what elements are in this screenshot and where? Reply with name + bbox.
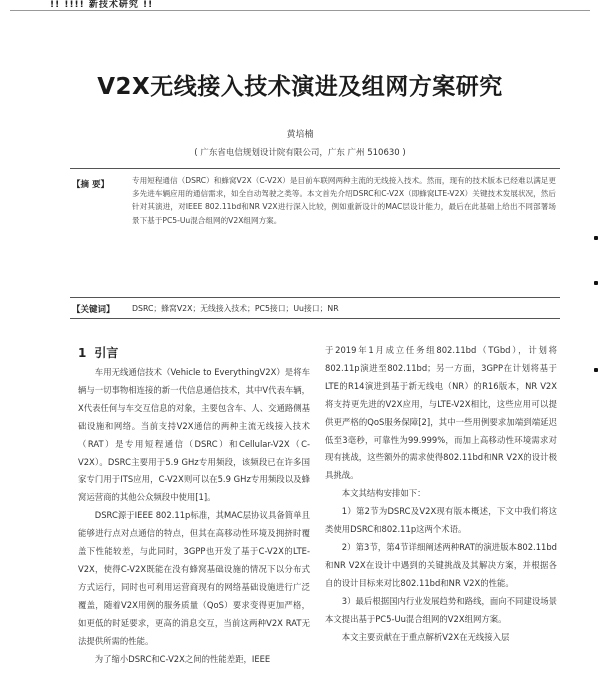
header-tag: !! !!!! 新技术研究 !!: [50, 0, 154, 10]
paragraph: DSRC源于IEEE 802.11p标准，其MAC层协议具备简单且能够进行点对点通信的特点，但其在高移动性环境及拥挤时覆盖下性能较差，与此同时，3GPP也开发了基于C-V2X的LTE-V2X，使得C-V2X既能在没有蜂窝基础设施的情况下以分布式方式运行，同时也可利用运营商现有的网络基础设施进行广泛覆盖，随着V2X用例的服务质量（QoS）要求变得更加严格，如更低的时延要求，更高的消息交互，当前这两种V2X RAT无法提供所需的性能。: [78, 510, 310, 646]
abstract-top-rule: [70, 168, 560, 169]
list-item: 3）最后根据国内行业发展趋势和路线，面向不同建设场景本文提出基于PC5-Uu混合组网的V2X组网方案。: [325, 595, 557, 624]
header-rule: [10, 10, 590, 11]
right-column: [325, 342, 557, 646]
abstract-bottom-rule: [70, 318, 560, 319]
paragraph: 本文主要贡献在于重点解析V2X在无线接入层: [341, 631, 510, 642]
section-number: 1: [78, 346, 87, 360]
abstract-divider: [70, 297, 560, 298]
abstract-text: 专用短程通信（DSRC）和蜂窝V2X（C-V2X）是目前车联网两种主流的无线接入技术。然而，现有的技术版本已经难以满足更多先进车辆应用的通信需求，如全自动驾驶之类等。本文首先介绍DSRC和C-V2X（即蜂窝LTE-V2X）关键技术发展状况，然后针对其演进，对IEEE 802.11bd和NR V2X进行深入比较，例如重新设计的MAC层设计能力，最后在此基础上给出不同部署场景下基于PC5-Uu混合组网的V2X组网方案。: [132, 176, 556, 225]
author: 黄培楠: [286, 130, 314, 140]
keywords-label: 【关键词】: [72, 305, 115, 315]
keywords-text: DSRC；蜂窝V2X；无线接入技术；PC5接口；Uu接口；NR: [132, 304, 339, 313]
paper-title: V2X无线接入技术演进及组网方案研究: [97, 74, 503, 100]
edge-mark: [594, 281, 598, 285]
paragraph: 于2019年1月成立任务组802.11bd（TGbd），计划将802.11p演进至802.11bd；另一方面，3GPP在计划将基于LTE的R14演进到基于新无线电（NR）的R16版本，NR V2X将支持更先进的V2X应用，与LTE-V2X相比，这些应用可以提供更严格的QoS服务保障[2]，其中一些用例要求加端到端延迟低至3毫秒，可靠性为99.999%，而加上高移动性环境需求对现有挑战，这些额外的需求使得802.11bd和NR V2X的设计极具挑战。: [325, 345, 557, 481]
list-item: 1）第2节为DSRC及V2X现有版本概述，下文中我们将这类使用DSRC和802.11p这两个术语。: [325, 506, 557, 535]
paragraph: 车用无线通信技术（Vehicle to EverythingV2X）是将车辆与一切事物相连接的新一代信息通信技术，其中V代表车辆，X代表任何与车交互信息的对象，主要包含车、人、交通路侧基础设施和网络。当前支持V2X通信的两种主流无线接入技术（RAT）是专用短程通信（DSRC）和Cellular-V2X（C-V2X）。DSRC主要用于5.9 GHz专用频段，该频段已在许多国家专门用于ITS应用，C-V2X则可以在5.9 GHz专用频段以及蜂窝运营商的其他公众频段中使用[1]。: [78, 367, 310, 503]
paragraph: 为了缩小DSRC和C-V2X之间的性能差距，IEEE: [94, 653, 271, 664]
affiliation: ( 广东省电信规划设计院有限公司，广东 广州 510630 ): [194, 148, 406, 158]
left-column: [78, 342, 310, 668]
edge-mark: [594, 368, 598, 372]
paragraph: 本文其结构安排如下：: [341, 488, 426, 499]
edge-mark: [594, 236, 598, 240]
running-header: [10, 0, 590, 10]
list-item: 2）第3节，第4节详细阐述两种RAT的演进版本802.11bd和NR V2X在设计中遇到的关键挑战及其解决方案，并根据各自的设计目标来对比802.11bd和NR V2X的性能。: [325, 541, 557, 588]
abstract-label: 【摘 要】: [72, 180, 109, 190]
section-title: 引言: [94, 346, 119, 360]
section-heading: [78, 342, 310, 364]
